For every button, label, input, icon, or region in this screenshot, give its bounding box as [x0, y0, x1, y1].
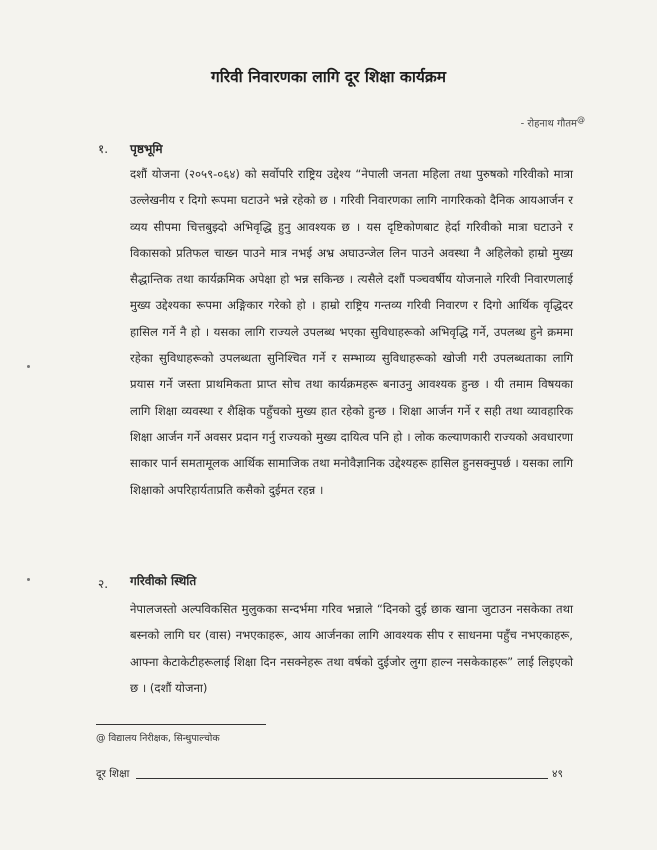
- footnote-divider: [96, 724, 266, 725]
- footer-journal-name: दूर शिक्षा: [96, 768, 130, 780]
- section-number: १.: [98, 142, 109, 156]
- author-footnote-mark: @: [577, 115, 585, 124]
- scan-speck: [27, 578, 30, 581]
- page-number: ४९: [552, 768, 563, 780]
- scan-speck: [27, 365, 30, 368]
- section-heading: गरिवीको स्थिति: [130, 574, 197, 588]
- author-name: - रोहनाथ गौतम: [520, 118, 577, 130]
- footer-rule: [136, 778, 548, 779]
- section-paragraph: दशौं योजना (२०५९-०६४) को सर्वोपरि राष्ट्रिय उद्देश्य “नेपाली जनता महिला तथा पुरुषको गरिवीको मात्रा उल्लेखनीय र दिगो रूपमा घटाउने भन्ने रहेको छ । गरिवी निवारणका लागि नागरिकको दैनिक आयआर्जन र व्यय सीपमा चित्तबुझ्दो अभिवृद्धि हुनु आवश्यक छ । यस दृष्टिकोणबाट हेर्दा गरिवीको मात्रा घटाउने र विकासको प्रतिफल चाख्न पाउने मात्र नभई अभ्र अघाउन्जेल लिन पाउने अवस्था नै अहिलेको हाम्रो मुख्य सैद्धान्तिक तथा कार्यक्रमिक अपेक्षा हो भन्न सकिन्छ । त्यसैले दशौं पञ्चवर्षीय योजनाले गरिवी निवारणलाई मुख्य उद्देश्यका रूपमा अङ्गिकार गरेको हो । हाम्रो राष्ट्रिय गन्तव्य गरिवी निवारण र दिगो आर्थिक वृद्धिदर हासिल गर्ने नै हो । यसका लागि राज्यले उपलब्ध भएका सुविधाहरूको अभिवृद्धि गर्ने, उपलब्ध हुने क्रममा रहेका सुविधाहरूको उपलब्धता सुनिश्चित गर्ने र सम्भाव्य सुविधाहरूको खोजी गरी उपलब्धताका लागि प्रयास गर्ने जस्ता प्राथमिकता प्राप्त सोच तथा कार्यक्रमहरू बनाउनु आवश्यक हुन्छ । यी तमाम विषयका लागि शिक्षा व्यवस्था र शैक्षिक पहुँचको मुख्य हात रहेको हुन्छ । शिक्षा आर्जन गर्ने र सही तथा व्यावहारिक शिक्षा आर्जन गर्ने अवसर प्रदान गर्नु राज्यको मुख्य दायित्व पनि हो । लोक कल्याणकारी राज्यको अवधारणा साकार पार्न समतामूलक आर्थिक सामाजिक तथा मनोवैज्ञानिक उद्देश्यहरू हासिल हुनसक्नुपर्छ । यसका लागि शिक्षाको अपरिहार्यताप्रति कसैको दुईमत रहन्न ।: [130, 167, 573, 497]
- section-number: २.: [98, 577, 109, 591]
- section-heading: पृष्ठभूमि: [130, 142, 163, 156]
- page-title: गरिवी निवारणका लागि दूर शिक्षा कार्यक्रम: [210, 68, 446, 86]
- section-paragraph: नेपालजस्तो अल्पविकसित मुलुकका सन्दर्भमा गरिव भन्नाले “दिनको दुई छाक खाना जुटाउन नसकेका तथा बस्नको लागि घर (वास) नभएकाहरू, आय आर्जनका लागि आवश्यक सीप र साधनमा पहुँच नभएकाहरू, आफ्ना केटाकेटीहरूलाई शिक्षा दिन नसक्नेहरू तथा वर्षको दुईजोर लुगा हाल्न नसकेकाहरू” लाई लिइएको छ । (दशौं योजना): [130, 602, 573, 695]
- author-line: [521, 115, 585, 129]
- footnote: @ विद्यालय निरीक्षक, सिन्धुपाल्चोक: [96, 733, 220, 744]
